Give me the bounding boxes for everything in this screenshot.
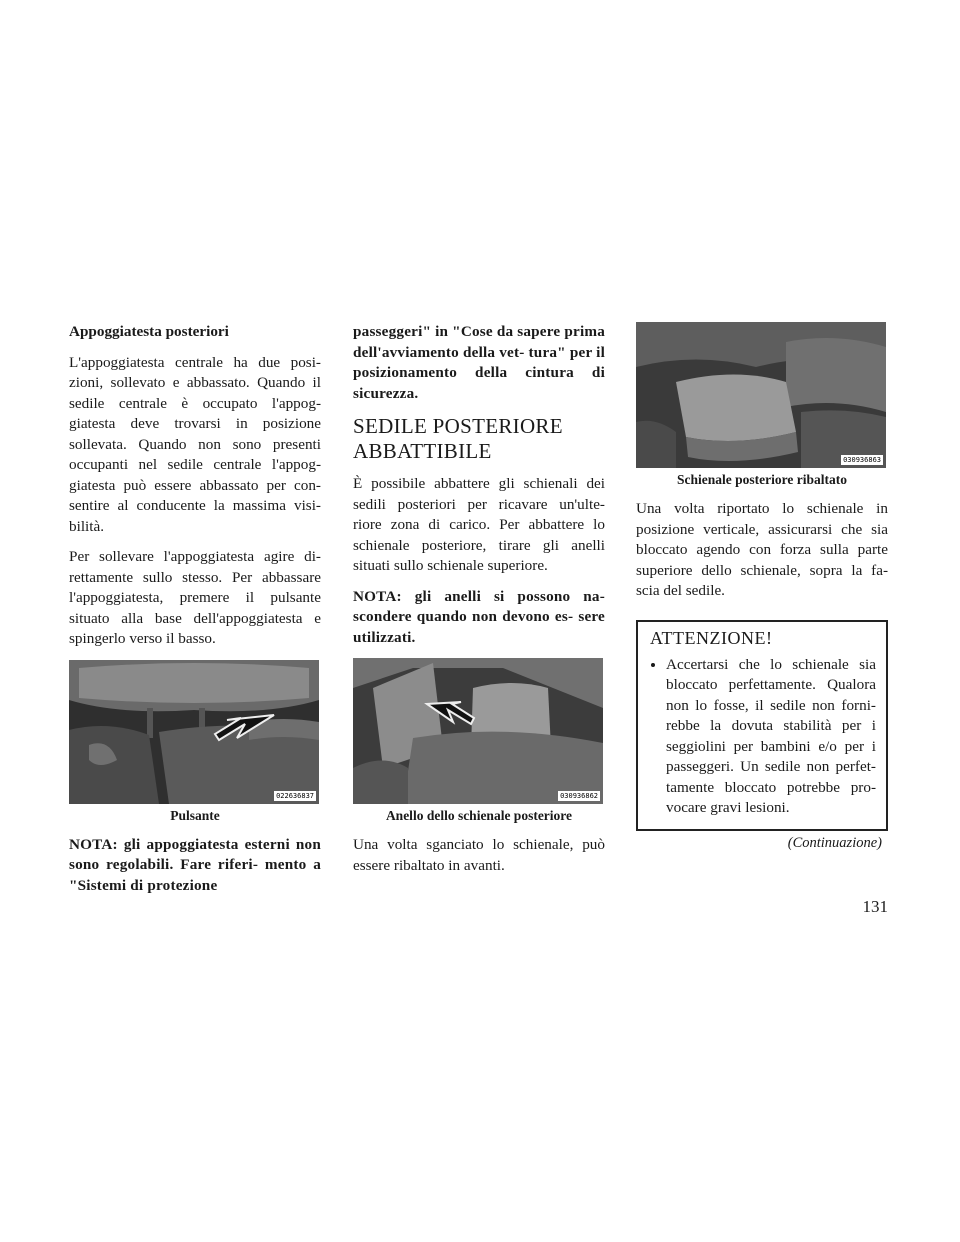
figure-seatback-ring: [353, 658, 603, 804]
note-outer-headrests: NOTA: gli appoggiatesta esterni non sono regolabili. Fare riferi- mento a "Sistemi di protezione: [69, 835, 321, 894]
section-title-folding-seat: SEDILE POSTERIORE ABBATTIBILE: [353, 414, 563, 463]
continued-label: (Continuazione): [787, 834, 882, 851]
paragraph-fold-forward: Una volta sganciato lo schienale, può essere ribaltato in avanti.: [353, 836, 605, 874]
page-number: 131: [862, 897, 888, 916]
warning-item: • Accertarsi che lo schienale sia bloccato perfettamente. Qualora non lo fosse, il sedile non forni- rebbe la dovuta stabilità per i seggiolini per bambini e/o per i passeggeri. Un sedile non perfet- tamente bloccato potrebbe pro- vocare gravi lesioni.: [666, 655, 876, 819]
seatback-ring-illustration: [353, 658, 603, 804]
note-continuation: passeggeri" in "Cose da sapere prima dell'avviamento della vet- tura" per il posizionamento della cintura di sicurezza.: [353, 323, 606, 402]
figure-caption: Schienale posteriore ribaltato: [677, 472, 847, 487]
warning-title: ATTENZIONE!: [650, 627, 773, 648]
figure-code: 022636837: [276, 791, 314, 800]
column-1: [69, 322, 321, 906]
headrest-illustration: [69, 660, 319, 804]
figure-folded-seatback: [636, 322, 886, 468]
figure-headrest-button: [69, 660, 319, 804]
warning-list: [650, 655, 876, 819]
folded-seatback-illustration: [636, 322, 886, 468]
warning-box: [636, 620, 888, 831]
figure-code: 030936862: [560, 792, 598, 800]
paragraph-headrest-adjust: Per sollevare l'appoggiatesta agire di- rettamente sullo stesso. Per abbassare l'appoggiatesta, premere il pulsante situato alla base dell'appoggiatesta e spingerlo verso il basso.: [69, 548, 321, 647]
paragraph-headrest-positions: L'appoggiatesta centrale ha due posi- zioni, sollevato e abbassato. Quando il sedile centrale è occupato l'appog- giatesta deve trovarsi in posizione sollevata. Quando non sono presenti occupanti nel sedile centrale l'appog- giatesta può essere abbassato per con- sentire al conducente la massima visi- bilità.: [69, 353, 321, 535]
note-rings: NOTA: gli anelli si possono na- scondere quando non devono es- sere utilizzati.: [353, 587, 605, 646]
section-heading-rear-headrests: Appoggiatesta posteriori: [69, 323, 229, 340]
column-3: [636, 322, 888, 852]
paragraph-fold-instructions: È possibile abbattere gli schienali dei sedili posteriori per ricavare un'ulte- riore zona di carico. Per abbattere lo schienale posteriore, tirare gli anelli situati sullo schienale superiore.: [353, 475, 605, 574]
figure-caption: Anello dello schienale posteriore: [385, 808, 573, 823]
figure-caption: Pulsante: [170, 807, 220, 823]
figure-code: 030936863: [843, 456, 881, 464]
paragraph-lock-seatback: Una volta riportato lo schienale in posizione verticale, assicurarsi che sia bloccato agendo con forza sulla parte superiore dello schienale, sopra la fa- scia del sedile.: [636, 500, 888, 599]
column-2: [353, 322, 605, 886]
